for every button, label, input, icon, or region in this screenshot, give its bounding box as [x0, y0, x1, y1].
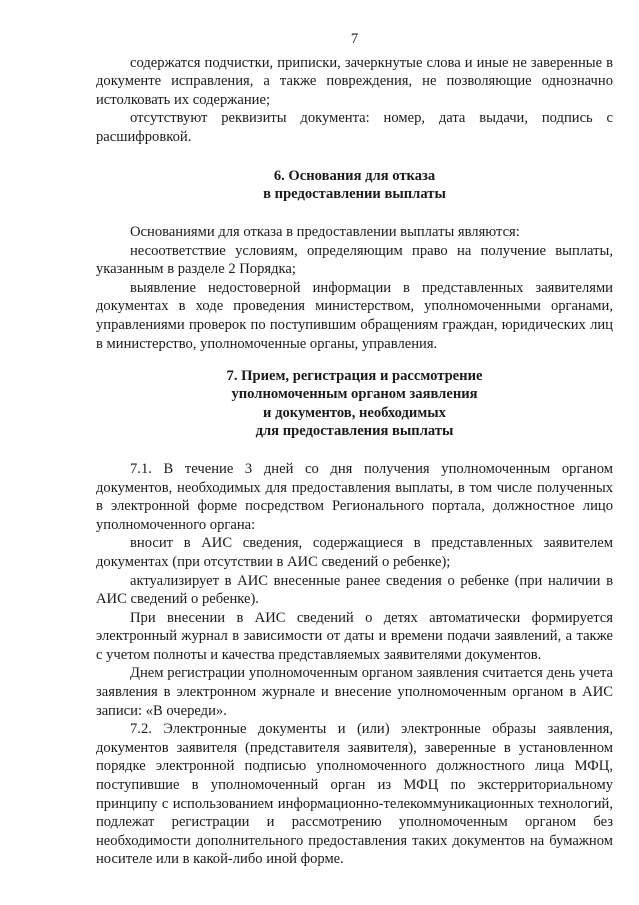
- paragraph: несоответствие условиям, определяющим право на получение выплаты, указанным в разделе 2 Порядка;: [96, 242, 613, 278]
- paragraph: актуализирует в АИС внесенные ранее сведения о ребенке (при наличии в АИС сведений о ребенке).: [96, 572, 613, 608]
- section-7-heading: [96, 367, 613, 440]
- heading-line: в предоставлении выплаты: [263, 185, 446, 202]
- heading-line: и документов, необходимых: [263, 404, 446, 421]
- paragraph: отсутствуют реквизиты документа: номер, дата выдачи, подпись с расшифровкой.: [96, 110, 613, 145]
- heading-line: для предоставления выплаты: [255, 422, 454, 439]
- paragraph: выявление недостоверной информации в представленных заявителями документах в ходе проведения министерством, уполномоченными органами, управлениями проверок по поступившим обращениям граждан, юридических лиц в министерство, уполномоченные органы, управления.: [96, 279, 613, 352]
- paragraph: Основаниями для отказа в предоставлении выплаты являются:: [130, 223, 520, 240]
- heading-line: 7. Прием, регистрация и рассмотрение: [226, 368, 483, 385]
- section-6-heading: [96, 167, 613, 203]
- paragraph: 7.1. В течение 3 дней со дня получения уполномоченным органом документов, необходимых для предоставления выплаты, в том числе полученных в электронной форме посредством Регионального портала, должностное лицо уполномоченного органа:: [96, 460, 613, 533]
- heading-line: уполномоченным органом заявления: [231, 386, 478, 403]
- paragraph: 7.2. Электронные документы и (или) электронные образы заявления, документов заявителя (представителя заявителя), заверенные в установленном порядке электронной подписью уполномоченного должностного лица МФЦ, поступившие в уполномоченный орган из МФЦ по экстерриториальному принципу с использованием информационно-телекоммуникационных технологий, подлежат регистрации и рассмотрению уполномоченным органом без необходимости дополнительного предоставления таких документов на бумажном носителе или в какой-либо иной форме.: [96, 721, 613, 868]
- paragraph: содержатся подчистки, приписки, зачеркнутые слова и иные не заверенные в документе исправления, а также повреждения, не позволяющие однозначно истолковать их содержание;: [96, 54, 613, 108]
- paragraph: вносит в АИС сведения, содержащиеся в представленных заявителем документах (при отсутствии в АИС сведений о ребенке);: [96, 535, 613, 570]
- paragraph: Днем регистрации уполномоченным органом заявления считается день учета заявления в электронном журнале и внесение уполномоченным органом в АИС записи: «В очереди».: [96, 665, 613, 719]
- paragraph: При внесении в АИС сведений о детях автоматически формируется электронный журнал в зависимости от даты и времени подачи заявлений, а также с учетом полноты и качества представляемых заявителями документов.: [96, 609, 613, 663]
- heading-line: 6. Основания для отказа: [273, 167, 436, 184]
- page-number: 7: [350, 31, 359, 47]
